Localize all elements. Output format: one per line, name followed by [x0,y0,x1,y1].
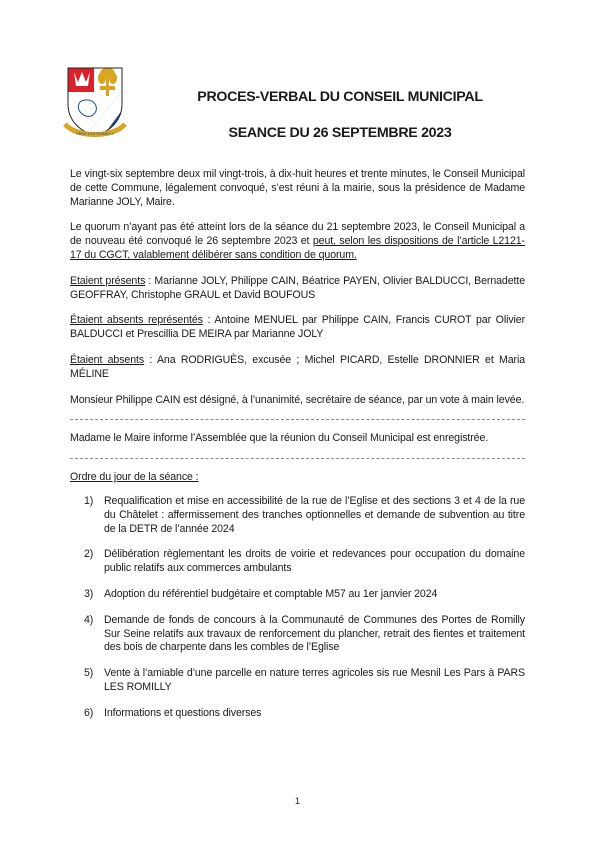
represented-label: Étaient absents représentés [70,314,203,327]
absents-list: : Ana RODRIGUÈS, excusée ; Michel PICARD, Estelle DRONNIER et Maria MÉLINE [70,353,525,380]
presents-list: : Marianne JOLY, Philippe CAIN, Béatrice PAYEN, Olivier BALDUCCI, Bernadette GEOFFRAY, Christophe GRAUL et David BOUFOUS [70,274,525,301]
agenda-item-number: 3) [84,587,94,600]
quorum-text: Le quorum n’ayant pas été atteint lors de la séance du 21 septembre 2023, le Conseil Municipal a de nouveau été convoqué le 26 septembre 2023 et [70,221,525,248]
page-number: 1 [294,796,300,806]
agenda-item [70,548,525,576]
document-body [70,168,525,733]
agenda-item-text: Adoption du référentiel budgétaire et comptable M57 au 1er janvier 2024 [104,587,438,600]
agenda-item-text: Demande de fonds de concours à la Communauté de Communes des Portes de Romilly Sur Seine relatifs aux travaux de renforcement du plancher, retrait des fientes et traitement des bois de charpente dans les combles de l’Eglise [104,613,525,654]
agenda-item-number: 6) [84,706,94,719]
agenda-list [70,495,525,721]
agenda-item [70,495,525,536]
quorum-underlined-text: peut, selon les dispositions de l’article L2121-17 du CGCT, valablement délibérer sans condition de quorum. [70,235,525,261]
absents-label: Étaient absents [70,353,145,366]
presents-label: Etaient présents [70,274,146,287]
intro-paragraph: Le vingt-six septembre deux mil vingt-trois, à dix-huit heures et trente minutes, le Conseil Municipal de cette Commune, légalement convoqué, s’est réuni à la mairie, sous la présidence de Madame Marianne JOLY, Maire. [70,168,525,208]
agenda-item-text: Informations et questions diverses [104,706,262,719]
agenda-item [70,614,525,655]
represented-list: : Antoine MENUEL par Philippe CAIN, Francis CUROT par Olivier BALDUCCI et Prescillia DE MEIRA par Marianne JOLY [70,314,525,341]
agenda-item-text: Requalification et mise en accessibilité de la rue de l’Eglise et des sections 3 et 4 de la rue du Châtelet : affermissement des tranches optionnelles et demande de subvention au titre de la DETR de l’année 2024 [104,494,525,535]
agenda-heading: Ordre du jour de la séance : [70,471,199,484]
agenda-item-text: Vente à l’amiable d’une parcelle en nature terres agricoles sis rue Mesnil Les Pars à PARS LES ROMILLY [104,667,525,693]
presents-paragraph [70,275,525,303]
dashed-divider [70,419,525,420]
agenda-item-number: 1) [84,494,94,507]
document-title: PROCES-VERBAL DU CONSEIL MUNICIPAL [197,89,483,105]
agenda-item-number: 2) [84,548,94,561]
agenda-item-number: 4) [84,613,94,626]
agenda-item [70,707,525,721]
represented-paragraph [70,314,525,342]
dashed-divider [70,458,525,459]
secretary-paragraph: Monsieur Philippe CAIN est désigné, à l’unanimité, secrétaire de séance, par un vote à main levée. [70,393,525,406]
agenda-item [70,667,525,695]
agenda-item-number: 5) [84,667,94,680]
absents-paragraph [70,354,525,382]
svg-text:PARS LES ROMILLY: PARS LES ROMILLY [76,131,114,136]
recording-paragraph: Madame le Maire informe l’Assemblée que la réunion du Conseil Municipal est enregistrée. [70,432,489,445]
session-date-title: SEANCE DU 26 SEPTEMBRE 2023 [228,125,452,141]
quorum-paragraph [70,221,525,262]
municipal-crest-icon [62,64,128,140]
agenda-item-text: Délibération règlementant les droits de voirie et redevances pour occupation du domaine public relatifs aux commerces ambulants [104,548,525,575]
agenda-item [70,588,525,602]
